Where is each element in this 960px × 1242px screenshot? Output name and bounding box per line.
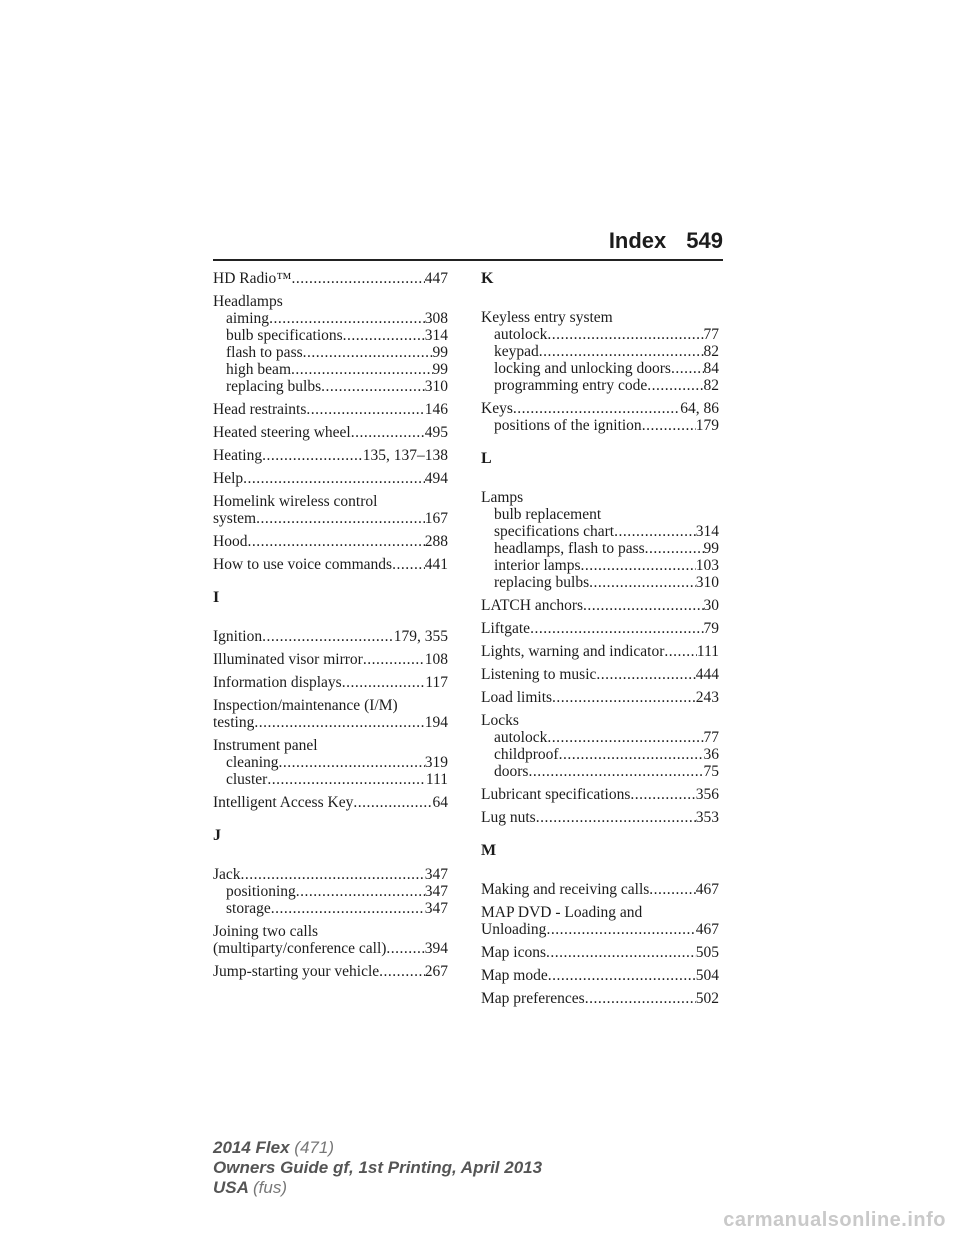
index-entry <box>481 666 719 683</box>
index-subentry <box>213 310 448 327</box>
index-entry <box>481 712 719 780</box>
dot-leader <box>353 794 432 811</box>
dot-leader <box>343 327 425 344</box>
index-subentry <box>481 360 719 377</box>
index-entry <box>213 737 448 788</box>
entry-text: HD Radio™ <box>213 270 292 287</box>
dot-leader <box>363 651 425 668</box>
entry-text: Help <box>213 470 244 487</box>
dot-leader <box>581 557 696 574</box>
index-line <box>213 470 448 487</box>
index-line <box>213 293 448 310</box>
index-subentry <box>213 344 448 361</box>
index-entry <box>481 400 719 434</box>
entry-text: Illuminated visor mirror <box>213 651 363 668</box>
dot-leader <box>243 470 425 487</box>
page-reference: 82 <box>703 377 719 394</box>
page-reference: 502 <box>695 990 719 1007</box>
index-entry <box>481 967 719 984</box>
dot-leader <box>303 344 433 361</box>
entry-text: Lights, warning and indicator <box>481 643 665 660</box>
index-letter-heading: J <box>213 827 221 844</box>
index-entry <box>481 881 719 898</box>
entry-text: bulb replacement <box>494 506 602 523</box>
page-reference: 82 <box>703 343 719 360</box>
index-letter-heading: M <box>481 842 497 859</box>
entry-text: Intelligent Access Key <box>213 794 354 811</box>
dot-leader <box>379 963 425 980</box>
index-entry <box>213 628 448 645</box>
index-entry <box>213 424 448 441</box>
index-line <box>213 674 448 691</box>
page-reference: 179 <box>695 417 719 434</box>
entry-text: Keys <box>481 400 513 417</box>
entry-text: Inspection/maintenance (I/M) <box>213 697 398 714</box>
page-reference: 108 <box>424 651 448 668</box>
page-reference: 243 <box>695 689 719 706</box>
entry-text: Making and receiving calls <box>481 881 650 898</box>
entry-text: Jack <box>213 866 241 883</box>
entry-text: Information displays <box>213 674 342 691</box>
index-line <box>481 904 719 921</box>
index-line <box>481 921 719 938</box>
index-subentry <box>213 771 448 788</box>
index-line <box>481 809 719 826</box>
dot-leader <box>254 714 424 731</box>
entry-text: bulb specifications <box>226 327 343 344</box>
index-subentry <box>481 729 719 746</box>
entry-text: replacing bulbs <box>494 574 590 591</box>
index-entry <box>481 990 719 1007</box>
index-line <box>481 666 719 683</box>
index-line <box>213 651 448 668</box>
dot-leader <box>392 556 425 573</box>
index-line <box>213 697 448 714</box>
index-entry <box>481 620 719 637</box>
dot-leader <box>585 990 696 1007</box>
page-reference: 356 <box>695 786 719 803</box>
dot-leader <box>351 424 425 441</box>
entry-text: storage <box>226 900 271 917</box>
entry-text: aiming <box>226 310 270 327</box>
index-subentry <box>213 327 448 344</box>
page-reference: 84 <box>703 360 719 377</box>
page-reference: 394 <box>424 940 448 957</box>
index-line <box>213 533 448 550</box>
page-reference: 494 <box>424 470 448 487</box>
page-reference: 79 <box>703 620 719 637</box>
dot-leader <box>552 689 696 706</box>
entry-text: Joining two calls <box>213 923 319 940</box>
entry-text: headlamps, flash to pass <box>494 540 645 557</box>
footer-market-code: (fus) <box>253 1178 287 1197</box>
entry-text: keypad <box>494 343 539 360</box>
index-subentry <box>213 378 448 395</box>
index-entry <box>481 689 719 706</box>
entry-text: Hood <box>213 533 248 550</box>
index-line <box>481 689 719 706</box>
page-reference: 36 <box>703 746 719 763</box>
entry-text: autolock <box>494 729 548 746</box>
dot-leader <box>548 967 696 984</box>
page-reference: 314 <box>424 327 448 344</box>
page-reference: 64 <box>432 794 448 811</box>
index-entry <box>213 293 448 395</box>
page-reference: 146 <box>424 401 448 418</box>
index-line <box>213 923 448 940</box>
entry-text: positions of the ignition <box>494 417 642 434</box>
entry-text: replacing bulbs <box>226 378 322 395</box>
dot-leader <box>547 729 703 746</box>
index-line <box>213 737 448 754</box>
dot-leader <box>649 881 695 898</box>
print-footer <box>213 1138 542 1198</box>
index-subentry <box>481 540 719 557</box>
index-entry <box>213 866 448 917</box>
page-reference: 314 <box>695 523 719 540</box>
index-line <box>213 401 448 418</box>
index-subentry <box>213 900 448 917</box>
index-line <box>481 881 719 898</box>
entry-text: Listening to music <box>481 666 597 683</box>
entry-text: Liftgate <box>481 620 531 637</box>
footer-line-model <box>213 1138 542 1158</box>
watermark: carmanualsonline.info <box>723 1209 946 1231</box>
page-reference: 467 <box>695 921 719 938</box>
entry-text: LATCH anchors <box>481 597 584 614</box>
index-line <box>213 940 448 957</box>
page-reference: 77 <box>703 729 719 746</box>
dot-leader <box>589 574 696 591</box>
page-reference: 267 <box>424 963 448 980</box>
dot-leader <box>296 883 425 900</box>
dot-leader <box>546 944 696 961</box>
entry-text: Map preferences <box>481 990 585 1007</box>
page-reference: 99 <box>432 344 448 361</box>
index-subentry <box>481 523 719 540</box>
entry-text: locking and unlocking doors <box>494 360 671 377</box>
page-reference: 288 <box>424 533 448 550</box>
page-reference: 75 <box>703 763 719 780</box>
entry-text: positioning <box>226 883 296 900</box>
page-title: Index <box>608 228 667 253</box>
index-line <box>213 424 448 441</box>
index-subentry <box>481 326 719 343</box>
index-subentry <box>213 754 448 771</box>
index-line <box>481 944 719 961</box>
entry-text: Ignition <box>213 628 263 645</box>
dot-leader <box>513 400 680 417</box>
index-line <box>481 990 719 1007</box>
index-entry <box>213 651 448 668</box>
dot-leader <box>342 674 426 691</box>
entry-text: flash to pass <box>226 344 303 361</box>
entry-text: interior lamps <box>494 557 581 574</box>
dot-leader <box>559 746 704 763</box>
dot-leader <box>647 377 703 394</box>
dot-leader <box>547 326 703 343</box>
entry-text: Heated steering wheel <box>213 424 351 441</box>
page-reference: 117 <box>425 674 448 691</box>
index-line <box>481 712 719 729</box>
entry-text: Instrument panel <box>213 737 318 754</box>
index-entry <box>481 643 719 660</box>
index-line <box>213 963 448 980</box>
page-reference: 505 <box>695 944 719 961</box>
dot-leader <box>630 786 695 803</box>
footer-model-code: (471) <box>294 1138 334 1157</box>
index-line <box>213 794 448 811</box>
index-subentry <box>213 361 448 378</box>
page-number: 549 <box>686 228 723 253</box>
index-subentry <box>481 746 719 763</box>
index-entry <box>481 944 719 961</box>
dot-leader <box>596 666 695 683</box>
dot-leader <box>583 597 703 614</box>
entry-text: cleaning <box>226 754 279 771</box>
index-line <box>481 597 719 614</box>
footer-line-market <box>213 1178 542 1198</box>
index-entry <box>213 697 448 731</box>
entry-text: Heating <box>213 447 263 464</box>
dot-leader <box>271 900 425 917</box>
index-subentry <box>481 763 719 780</box>
entry-text: Map mode <box>481 967 548 984</box>
index-letter-heading: I <box>213 589 220 606</box>
index-line <box>213 493 448 510</box>
page-reference: 353 <box>695 809 719 826</box>
index-line <box>481 400 719 417</box>
dot-leader <box>530 620 703 637</box>
footer-model: 2014 Flex <box>213 1138 290 1157</box>
index-entry <box>213 963 448 980</box>
footer-printing: Owners Guide gf, 1st Printing, April 2013 <box>213 1158 543 1177</box>
dot-leader <box>664 643 697 660</box>
dot-leader <box>539 343 704 360</box>
index-entry <box>481 809 719 826</box>
index-entry <box>213 794 448 811</box>
dot-leader <box>267 771 426 788</box>
page-reference: 194 <box>424 714 448 731</box>
index-entry <box>213 493 448 527</box>
page-reference: 103 <box>695 557 719 574</box>
dot-leader <box>386 940 424 957</box>
entry-text: Unloading <box>481 921 547 938</box>
dot-leader <box>241 866 425 883</box>
dot-leader <box>642 417 696 434</box>
index-line <box>213 714 448 731</box>
index-subentry <box>481 377 719 394</box>
index-line <box>481 786 719 803</box>
page-header <box>213 228 723 258</box>
index-entry <box>481 904 719 938</box>
index-line <box>481 620 719 637</box>
page-reference: 447 <box>424 270 448 287</box>
entry-text: Map icons <box>481 944 547 961</box>
entry-text: (multiparty/conference call) <box>213 940 387 957</box>
index-letter-heading: K <box>481 270 494 287</box>
footer-market: USA <box>213 1178 249 1197</box>
index-subentry <box>481 343 719 360</box>
index-column-right <box>481 270 719 1013</box>
dot-leader <box>291 270 424 287</box>
page-reference: 30 <box>703 597 719 614</box>
index-line <box>213 556 448 573</box>
page-reference: 99 <box>432 361 448 378</box>
entry-text: Headlamps <box>213 293 283 310</box>
entry-text: Head restraints <box>213 401 307 418</box>
index-entry <box>213 674 448 691</box>
page-reference: 308 <box>424 310 448 327</box>
entry-text: autolock <box>494 326 548 343</box>
page-reference: 444 <box>695 666 719 683</box>
dot-leader <box>269 310 425 327</box>
index-entry <box>213 401 448 418</box>
entry-text: MAP DVD - Loading and <box>481 904 643 921</box>
index-subentry <box>481 417 719 434</box>
index-entry <box>213 470 448 487</box>
index-entry <box>213 533 448 550</box>
entry-text: programming entry code <box>494 377 648 394</box>
entry-text: childproof <box>494 746 559 763</box>
entry-text: specifications chart <box>494 523 615 540</box>
page-reference: 135, 137–138 <box>362 447 448 464</box>
index-subentry <box>481 506 719 523</box>
entry-text: Jump-starting your vehicle <box>213 963 380 980</box>
index-entry <box>213 447 448 464</box>
page-reference: 64, 86 <box>680 400 719 417</box>
page-reference: 347 <box>424 866 448 883</box>
index-entry <box>213 923 448 957</box>
index-line <box>213 628 448 645</box>
index-line <box>481 489 719 506</box>
dot-leader <box>321 378 425 395</box>
dot-leader <box>256 510 425 527</box>
page-reference: 467 <box>695 881 719 898</box>
page-reference: 111 <box>425 771 448 788</box>
index-line <box>213 270 448 287</box>
entry-text: system <box>213 510 257 527</box>
dot-leader <box>262 628 394 645</box>
dot-leader <box>614 523 696 540</box>
dot-leader <box>291 361 433 378</box>
entry-text: high beam <box>226 361 291 378</box>
page-reference: 310 <box>695 574 719 591</box>
index-line <box>481 309 719 326</box>
index-entry <box>481 489 719 591</box>
dot-leader <box>306 401 424 418</box>
entry-text: testing <box>213 714 255 731</box>
dot-leader <box>546 921 695 938</box>
entry-text: Load limits <box>481 689 553 706</box>
page-reference: 504 <box>695 967 719 984</box>
index-entry <box>481 309 719 394</box>
dot-leader <box>247 533 424 550</box>
index-line <box>213 447 448 464</box>
index-line <box>213 510 448 527</box>
page-reference: 77 <box>703 326 719 343</box>
index-entry <box>481 786 719 803</box>
page-reference: 495 <box>424 424 448 441</box>
index-subentry <box>481 557 719 574</box>
page-reference: 179, 355 <box>393 628 448 645</box>
entry-text: Locks <box>481 712 519 729</box>
index-entry <box>481 597 719 614</box>
page-reference: 167 <box>424 510 448 527</box>
index-subentry <box>481 574 719 591</box>
index-line <box>481 967 719 984</box>
entry-text: Keyless entry system <box>481 309 613 326</box>
entry-text: doors <box>494 763 529 780</box>
header-rule <box>213 259 723 261</box>
dot-leader <box>279 754 425 771</box>
dot-leader <box>671 360 704 377</box>
dot-leader <box>536 809 696 826</box>
entry-text: Lug nuts <box>481 809 536 826</box>
index-subentry <box>213 883 448 900</box>
page-reference: 441 <box>424 556 448 573</box>
page-reference: 347 <box>424 900 448 917</box>
page-reference: 310 <box>424 378 448 395</box>
index-entry <box>213 270 448 287</box>
entry-text: Homelink wireless control <box>213 493 378 510</box>
index-entry <box>213 556 448 573</box>
entry-text: Lubricant specifications <box>481 786 631 803</box>
entry-text: Lamps <box>481 489 524 506</box>
page-reference: 99 <box>703 540 719 557</box>
entry-text: cluster <box>226 771 268 788</box>
index-line <box>481 643 719 660</box>
page-reference: 319 <box>424 754 448 771</box>
index-letter-heading: L <box>481 450 492 467</box>
index-line <box>213 866 448 883</box>
entry-text: How to use voice commands <box>213 556 393 573</box>
page-reference: 111 <box>696 643 719 660</box>
index-column-left <box>213 270 448 986</box>
dot-leader <box>262 447 363 464</box>
dot-leader <box>528 763 703 780</box>
dot-leader <box>645 540 704 557</box>
page-reference: 347 <box>424 883 448 900</box>
